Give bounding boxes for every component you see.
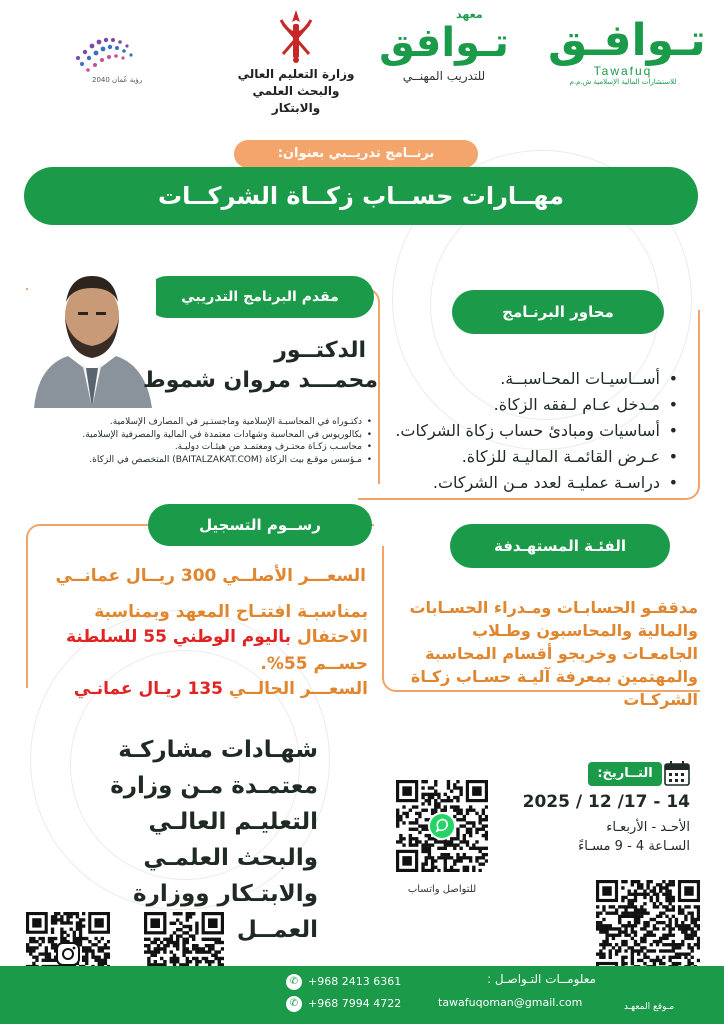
- institute-logo-top: معهد: [456, 8, 483, 21]
- vision-dots-icon: [58, 28, 144, 78]
- credential-item: • مـؤسس موقـع بيت الزكاة (BAITALZAKAT.COM) المتخصص في الزكاة.: [40, 454, 372, 467]
- topic-item: • عـرض القائمـة الماليـة للزكاة.: [372, 444, 682, 470]
- time-range: السـاعة 4 - 9 مسـاءً: [578, 839, 690, 854]
- ministry-name-line1: وزارة التعليم العالي: [237, 67, 355, 81]
- credential-item: • محاسـب زكـاة محتـرف ومعتمـد من هيئـات دوليـة.: [40, 441, 372, 454]
- tawafuq-logo-arabic: تـوافـق: [548, 15, 706, 66]
- ministry-name-line2: والبحث العلمي والابتكار: [252, 84, 340, 115]
- whatsapp-small-icon: ✆: [286, 996, 302, 1012]
- program-label: برنــامج تدريــبي بعنوان:: [234, 140, 478, 168]
- topics-section-title: محاور البرنـامج: [452, 290, 664, 334]
- discount-note-highlight: باليوم الوطني 55 للسلطنة: [65, 627, 292, 647]
- calendar-icon: [664, 760, 690, 786]
- whatsapp-icon: [428, 812, 456, 840]
- topic-item: • مـدخل عـام لـفقه الزكاة.: [372, 392, 682, 418]
- instagram-icon: [56, 942, 80, 966]
- program-title: مهــارات حســاب زكــاة الشركــات: [24, 167, 698, 225]
- oman-emblem-icon: [273, 6, 319, 64]
- vision-caption: رؤية عُمان 2040: [92, 76, 143, 84]
- trainer-title: الدكتــور: [274, 338, 366, 363]
- phone-number-2[interactable]: +968 7994 4722: [308, 997, 402, 1010]
- institute-logo-sub: للتدريب المهنــي: [402, 69, 486, 83]
- tawafuq-logo-english: Tawafuq: [593, 64, 653, 78]
- institute-logo-main: تـوافق: [379, 20, 509, 66]
- trainer-credentials: [40, 416, 372, 466]
- topic-item: • دراسـة عمليـة لعدد مـن الشركات.: [372, 470, 682, 496]
- days-range: الأحـد - الأربعـاء: [606, 820, 690, 835]
- phone-row-1: [286, 974, 401, 990]
- fees-section-title: رســوم التسجيل: [148, 504, 372, 546]
- ministry-logo: [228, 6, 364, 115]
- topic-item: • أساسيات ومبادئ حساب زكاة الشركات.: [372, 418, 682, 444]
- topics-list: [372, 366, 682, 496]
- trainer-section-title: مقدم البرنامج التدريبي: [146, 276, 374, 318]
- discount-percent: حســم 55%.: [260, 654, 368, 674]
- topic-item: • أســاسيـات المحـاسبــة.: [372, 366, 682, 392]
- phone-icon: ✆: [286, 974, 302, 990]
- contact-label: معلومــات التـواصـل :: [487, 972, 596, 986]
- date-range: 2025 / 12 /17 - 14: [522, 792, 690, 812]
- website-qr-label: مـوقع المعهـد: [623, 1002, 675, 1012]
- credential-item: • بكالوريوس في المحاسبة وشهادات معتمدة في المالية والمصرفية الإسلامية.: [40, 429, 372, 442]
- tawafuq-logo: [548, 15, 706, 108]
- certificates-text: شهـادات مشاركـة معتمـدة مـن وزارة التعليـم العالـي والبحث العلمـي والابتـكار ووزارة العمــل: [110, 737, 318, 943]
- current-price-label: السعـــر الحالــي: [223, 679, 368, 699]
- whatsapp-qr-label: للتواصل واتساب: [407, 884, 477, 895]
- oman-vision-logo: [58, 28, 144, 96]
- original-price: السعـــر الأصلــي 300 ريــال عمانــي: [55, 566, 366, 586]
- discount-note-prefix: بمناسبـة افتتـاح المعهد وبمناسبة الاحتفال: [94, 602, 368, 647]
- audience-section-title: الفئـة المستهـدفة: [450, 524, 670, 568]
- current-price: [56, 652, 368, 702]
- schedule-details: [470, 792, 690, 856]
- price-discount-note: [56, 600, 368, 650]
- contact-email[interactable]: tawafuqoman@gmail.com: [438, 996, 583, 1009]
- current-price-value: 135 ريـال عمانـي: [73, 679, 223, 699]
- tawafuq-logo-sub: للاستشارات المالية الإسلامية ش.م.م: [569, 78, 677, 86]
- audience-text: مدققـو الحسابـات ومـدراء الحسـابات والمالية والمحاسبون وطـلاب الجامعـات وخريجو أقسام المحاسبة والمهتمين بمعرفة آليـة حسـاب زكـاة الشركـات: [409, 598, 698, 709]
- credential-item: • دكتـوراه في المحاسبـة الإسلامية وماجستـير في المصارف الإسلامية.: [40, 416, 372, 429]
- phone-number-1[interactable]: +968 2413 6361: [308, 975, 402, 988]
- trainer-name: محمـــد مروان شموط: [142, 368, 378, 393]
- institute-logo: [378, 8, 510, 103]
- date-label: التــاريخ:: [588, 762, 662, 786]
- trainer-photo: [28, 258, 156, 408]
- phone-row-2: [286, 996, 401, 1012]
